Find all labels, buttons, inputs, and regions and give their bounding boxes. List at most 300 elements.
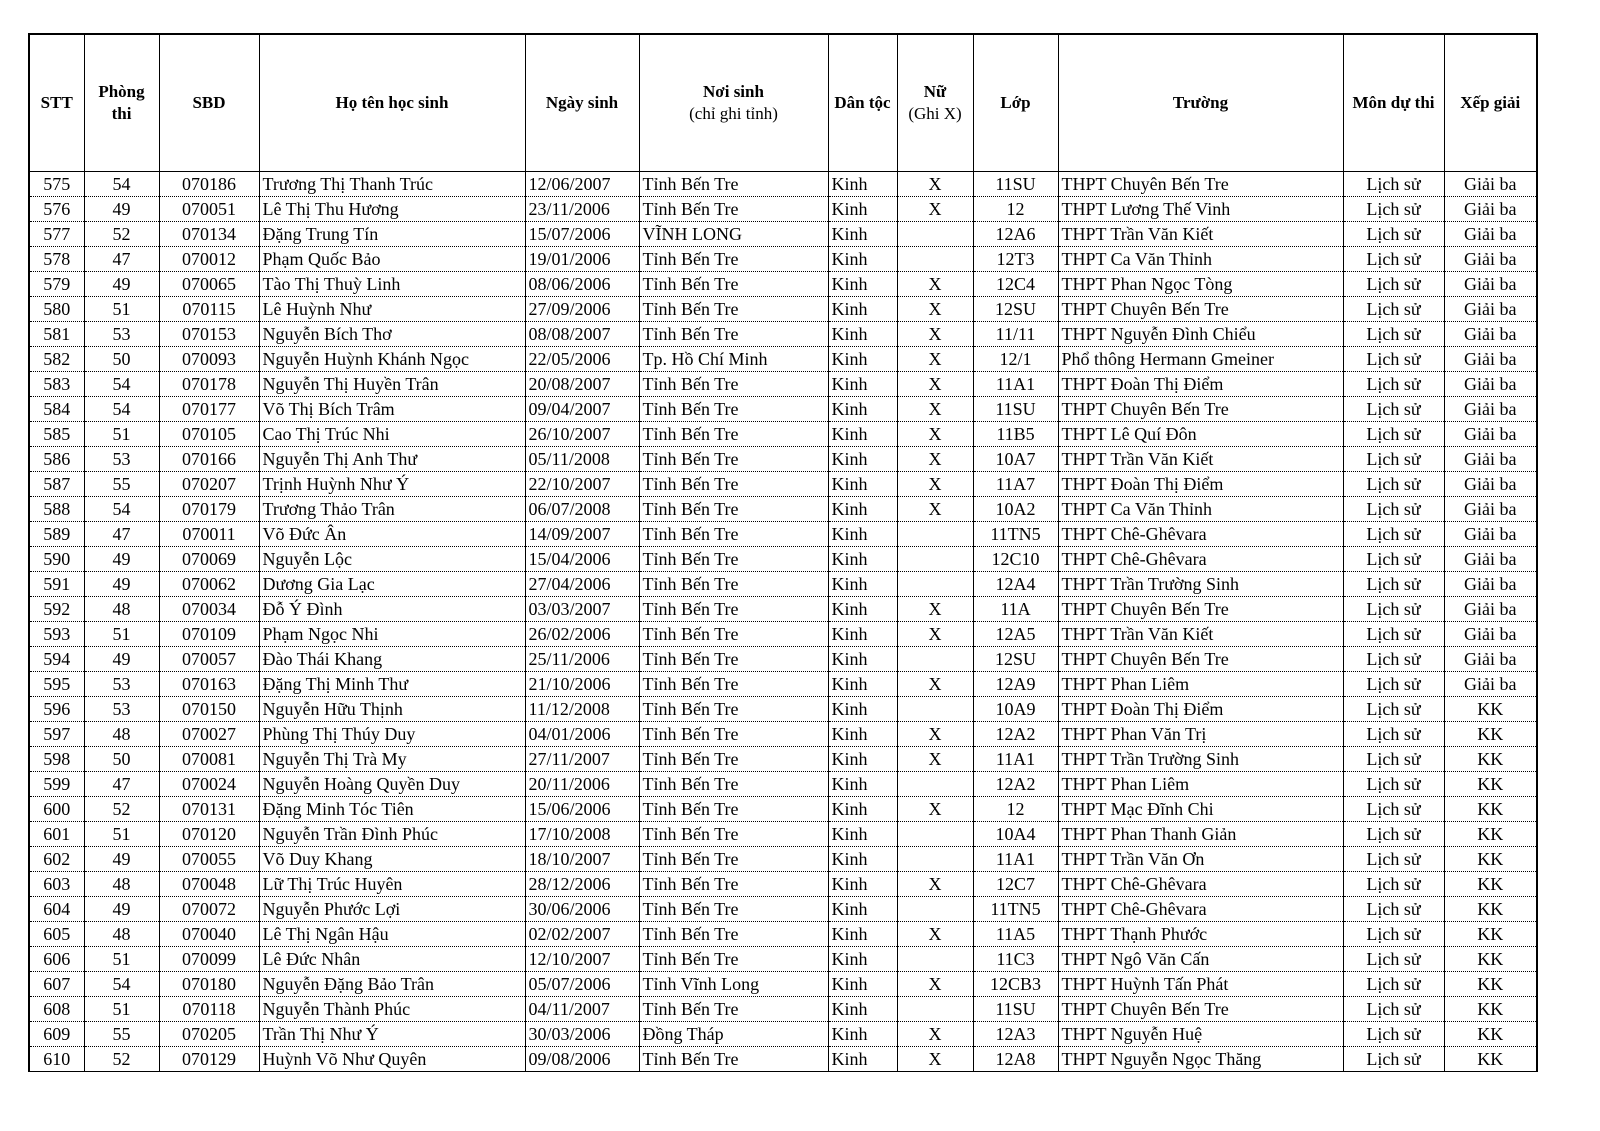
cell-school: THPT Phan Thanh Giản: [1058, 822, 1343, 847]
cell-exam-room: 47: [84, 522, 159, 547]
cell-award: KK: [1444, 872, 1537, 897]
cell-candidate-number: 070081: [159, 747, 259, 772]
cell-birth-date: 05/07/2006: [525, 972, 639, 997]
cell-subject: Lịch sử: [1343, 822, 1444, 847]
cell-class: 11A7: [973, 472, 1058, 497]
cell-birth-date: 22/05/2006: [525, 347, 639, 372]
cell-class: 12CB3: [973, 972, 1058, 997]
cell-stt: 609: [29, 1022, 84, 1047]
cell-award: Giải ba: [1444, 497, 1537, 522]
cell-student-name: Nguyễn Hữu Thịnh: [259, 697, 525, 722]
cell-class: 12A3: [973, 1022, 1058, 1047]
table-row: [29, 772, 1537, 797]
cell-birth-date: 27/09/2006: [525, 297, 639, 322]
cell-subject: Lịch sử: [1343, 847, 1444, 872]
cell-candidate-number: 070072: [159, 897, 259, 922]
cell-stt: 596: [29, 697, 84, 722]
cell-student-name: Nguyễn Thị Trà My: [259, 747, 525, 772]
cell-birth-date: 17/10/2008: [525, 822, 639, 847]
header-class: Lớp: [973, 34, 1058, 172]
cell-exam-room: 48: [84, 722, 159, 747]
cell-student-name: Nguyễn Trần Đình Phúc: [259, 822, 525, 847]
cell-birth-date: 30/03/2006: [525, 1022, 639, 1047]
cell-exam-room: 54: [84, 372, 159, 397]
cell-student-name: Võ Thị Bích Trâm: [259, 397, 525, 422]
table-body: [29, 172, 1537, 1072]
header-candidate-number: SBD: [159, 34, 259, 172]
cell-candidate-number: 070118: [159, 997, 259, 1022]
cell-student-name: Trương Thảo Trân: [259, 497, 525, 522]
cell-stt: 594: [29, 647, 84, 672]
table-row: [29, 222, 1537, 247]
cell-birth-date: 20/08/2007: [525, 372, 639, 397]
table-row: [29, 722, 1537, 747]
cell-female: [897, 522, 973, 547]
cell-birth-date: 09/04/2007: [525, 397, 639, 422]
table-row: [29, 547, 1537, 572]
table-row: [29, 747, 1537, 772]
cell-stt: 608: [29, 997, 84, 1022]
cell-award: KK: [1444, 947, 1537, 972]
table-row: [29, 797, 1537, 822]
cell-female: X: [897, 722, 973, 747]
cell-class: 10A4: [973, 822, 1058, 847]
cell-school: THPT Trần Văn Ơn: [1058, 847, 1343, 872]
cell-subject: Lịch sử: [1343, 697, 1444, 722]
table-row: [29, 897, 1537, 922]
cell-student-name: Nguyễn Bích Thơ: [259, 322, 525, 347]
cell-subject: Lịch sử: [1343, 247, 1444, 272]
cell-birth-date: 04/01/2006: [525, 722, 639, 747]
cell-birth-date: 12/10/2007: [525, 947, 639, 972]
table-row: [29, 847, 1537, 872]
cell-birth-place: Tỉnh Bến Tre: [639, 747, 828, 772]
cell-subject: Lịch sử: [1343, 572, 1444, 597]
cell-school: THPT Phan Ngọc Tòng: [1058, 272, 1343, 297]
cell-female: X: [897, 197, 973, 222]
cell-award: Giải ba: [1444, 247, 1537, 272]
cell-birth-place: Tp. Hồ Chí Minh: [639, 347, 828, 372]
table-row: [29, 272, 1537, 297]
cell-award: Giải ba: [1444, 322, 1537, 347]
table-row: [29, 447, 1537, 472]
cell-award: KK: [1444, 797, 1537, 822]
cell-birth-date: 12/06/2007: [525, 172, 639, 197]
cell-female: X: [897, 1022, 973, 1047]
cell-subject: Lịch sử: [1343, 322, 1444, 347]
cell-subject: Lịch sử: [1343, 372, 1444, 397]
header-student-name: Họ tên học sinh: [259, 34, 525, 172]
cell-award: Giải ba: [1444, 447, 1537, 472]
cell-ethnicity: Kinh: [828, 972, 897, 997]
cell-award: KK: [1444, 722, 1537, 747]
cell-student-name: Nguyễn Hoàng Quyền Duy: [259, 772, 525, 797]
cell-exam-room: 50: [84, 747, 159, 772]
cell-exam-room: 51: [84, 297, 159, 322]
cell-birth-place: Tỉnh Vĩnh Long: [639, 972, 828, 997]
cell-class: 11SU: [973, 997, 1058, 1022]
cell-female: [897, 847, 973, 872]
cell-award: KK: [1444, 1047, 1537, 1072]
cell-award: Giải ba: [1444, 397, 1537, 422]
cell-class: 11TN5: [973, 897, 1058, 922]
cell-birth-place: Tỉnh Bến Tre: [639, 772, 828, 797]
cell-class: 12A9: [973, 672, 1058, 697]
cell-ethnicity: Kinh: [828, 597, 897, 622]
cell-female: X: [897, 747, 973, 772]
cell-ethnicity: Kinh: [828, 872, 897, 897]
cell-award: Giải ba: [1444, 672, 1537, 697]
cell-female: X: [897, 347, 973, 372]
cell-student-name: Đặng Minh Tóc Tiên: [259, 797, 525, 822]
table-row: [29, 697, 1537, 722]
cell-award: Giải ba: [1444, 622, 1537, 647]
cell-birth-date: 02/02/2007: [525, 922, 639, 947]
cell-exam-room: 50: [84, 347, 159, 372]
cell-female: [897, 247, 973, 272]
cell-stt: 580: [29, 297, 84, 322]
header-female-note: (Ghi X): [908, 104, 962, 123]
table-row: [29, 522, 1537, 547]
cell-exam-room: 53: [84, 697, 159, 722]
cell-birth-date: 15/07/2006: [525, 222, 639, 247]
cell-subject: Lịch sử: [1343, 972, 1444, 997]
cell-school: THPT Thạnh Phước: [1058, 922, 1343, 947]
cell-class: 11TN5: [973, 522, 1058, 547]
cell-award: Giải ba: [1444, 472, 1537, 497]
cell-subject: Lịch sử: [1343, 397, 1444, 422]
cell-student-name: Võ Duy Khang: [259, 847, 525, 872]
cell-birth-place: Tỉnh Bến Tre: [639, 847, 828, 872]
cell-exam-room: 53: [84, 672, 159, 697]
cell-exam-room: 54: [84, 172, 159, 197]
cell-birth-date: 15/06/2006: [525, 797, 639, 822]
cell-birth-place: Tỉnh Bến Tre: [639, 722, 828, 747]
cell-female: X: [897, 922, 973, 947]
cell-award: KK: [1444, 847, 1537, 872]
cell-female: X: [897, 272, 973, 297]
cell-candidate-number: 070034: [159, 597, 259, 622]
cell-class: 12: [973, 197, 1058, 222]
cell-birth-place: Tỉnh Bến Tre: [639, 397, 828, 422]
header-ethnicity: Dân tộc: [828, 34, 897, 172]
cell-student-name: Trương Thị Thanh Trúc: [259, 172, 525, 197]
cell-birth-place: Tỉnh Bến Tre: [639, 197, 828, 222]
cell-school: THPT Chê-Ghêvara: [1058, 522, 1343, 547]
cell-birth-date: 23/11/2006: [525, 197, 639, 222]
cell-subject: Lịch sử: [1343, 672, 1444, 697]
cell-award: Giải ba: [1444, 572, 1537, 597]
cell-class: 11B5: [973, 422, 1058, 447]
cell-candidate-number: 070055: [159, 847, 259, 872]
cell-ethnicity: Kinh: [828, 622, 897, 647]
cell-stt: 600: [29, 797, 84, 822]
cell-female: X: [897, 622, 973, 647]
cell-exam-room: 49: [84, 197, 159, 222]
cell-student-name: Nguyễn Huỳnh Khánh Ngọc: [259, 347, 525, 372]
cell-exam-room: 52: [84, 222, 159, 247]
cell-stt: 597: [29, 722, 84, 747]
cell-stt: 588: [29, 497, 84, 522]
cell-stt: 602: [29, 847, 84, 872]
cell-birth-place: Tỉnh Bến Tre: [639, 622, 828, 647]
table-row: [29, 672, 1537, 697]
cell-exam-room: 52: [84, 797, 159, 822]
header-birth-date: Ngày sinh: [525, 34, 639, 172]
cell-birth-date: 27/04/2006: [525, 572, 639, 597]
cell-award: KK: [1444, 1022, 1537, 1047]
cell-female: X: [897, 322, 973, 347]
cell-female: X: [897, 422, 973, 447]
cell-birth-date: 11/12/2008: [525, 697, 639, 722]
cell-female: X: [897, 872, 973, 897]
cell-birth-place: Tỉnh Bến Tre: [639, 572, 828, 597]
cell-subject: Lịch sử: [1343, 897, 1444, 922]
cell-female: X: [897, 172, 973, 197]
table-row: [29, 397, 1537, 422]
cell-award: Giải ba: [1444, 197, 1537, 222]
cell-female: X: [897, 672, 973, 697]
cell-award: Giải ba: [1444, 222, 1537, 247]
cell-school: THPT Trần Văn Kiết: [1058, 622, 1343, 647]
cell-class: 11A: [973, 597, 1058, 622]
cell-birth-place: Tỉnh Bến Tre: [639, 947, 828, 972]
cell-female: [897, 897, 973, 922]
cell-birth-date: 25/11/2006: [525, 647, 639, 672]
cell-exam-room: 49: [84, 272, 159, 297]
cell-female: X: [897, 447, 973, 472]
cell-student-name: Tào Thị Thuỳ Linh: [259, 272, 525, 297]
cell-school: THPT Đoàn Thị Điểm: [1058, 372, 1343, 397]
cell-candidate-number: 070186: [159, 172, 259, 197]
cell-exam-room: 53: [84, 447, 159, 472]
cell-exam-room: 51: [84, 622, 159, 647]
cell-stt: 581: [29, 322, 84, 347]
cell-class: 12SU: [973, 647, 1058, 672]
cell-candidate-number: 070120: [159, 822, 259, 847]
cell-candidate-number: 070109: [159, 622, 259, 647]
cell-stt: 576: [29, 197, 84, 222]
cell-candidate-number: 070166: [159, 447, 259, 472]
cell-award: Giải ba: [1444, 172, 1537, 197]
cell-ethnicity: Kinh: [828, 472, 897, 497]
cell-female: X: [897, 397, 973, 422]
cell-exam-room: 51: [84, 422, 159, 447]
header-stt: STT: [29, 34, 84, 172]
cell-ethnicity: Kinh: [828, 522, 897, 547]
cell-school: THPT Nguyễn Đình Chiểu: [1058, 322, 1343, 347]
table-row: [29, 997, 1537, 1022]
cell-exam-room: 48: [84, 922, 159, 947]
cell-subject: Lịch sử: [1343, 272, 1444, 297]
cell-candidate-number: 070179: [159, 497, 259, 522]
header-subject: Môn dự thi: [1343, 34, 1444, 172]
cell-school: THPT Ngô Văn Cấn: [1058, 947, 1343, 972]
header-female-title: Nữ: [923, 82, 947, 101]
cell-candidate-number: 070178: [159, 372, 259, 397]
cell-birth-date: 22/10/2007: [525, 472, 639, 497]
cell-student-name: Đào Thái Khang: [259, 647, 525, 672]
cell-award: KK: [1444, 697, 1537, 722]
cell-stt: 587: [29, 472, 84, 497]
cell-ethnicity: Kinh: [828, 672, 897, 697]
cell-exam-room: 52: [84, 1047, 159, 1072]
cell-birth-place: Tỉnh Bến Tre: [639, 172, 828, 197]
cell-exam-room: 55: [84, 1022, 159, 1047]
cell-birth-date: 08/06/2006: [525, 272, 639, 297]
cell-stt: 578: [29, 247, 84, 272]
cell-candidate-number: 070011: [159, 522, 259, 547]
cell-ethnicity: Kinh: [828, 1047, 897, 1072]
table-row: [29, 872, 1537, 897]
cell-ethnicity: Kinh: [828, 922, 897, 947]
cell-award: KK: [1444, 922, 1537, 947]
cell-ethnicity: Kinh: [828, 1022, 897, 1047]
cell-ethnicity: Kinh: [828, 372, 897, 397]
cell-award: KK: [1444, 822, 1537, 847]
cell-birth-date: 18/10/2007: [525, 847, 639, 872]
cell-exam-room: 49: [84, 547, 159, 572]
cell-birth-date: 05/11/2008: [525, 447, 639, 472]
cell-birth-place: Tỉnh Bến Tre: [639, 797, 828, 822]
cell-school: THPT Lương Thế Vinh: [1058, 197, 1343, 222]
cell-ethnicity: Kinh: [828, 247, 897, 272]
cell-school: THPT Chê-Ghêvara: [1058, 872, 1343, 897]
cell-candidate-number: 070115: [159, 297, 259, 322]
header-award: Xếp giải: [1444, 34, 1537, 172]
cell-exam-room: 51: [84, 947, 159, 972]
cell-school: THPT Chê-Ghêvara: [1058, 897, 1343, 922]
cell-school: THPT Nguyễn Huệ: [1058, 1022, 1343, 1047]
header-exam-room: Phòng thi: [84, 34, 159, 172]
cell-school: THPT Lê Quí Đôn: [1058, 422, 1343, 447]
table-row: [29, 322, 1537, 347]
cell-student-name: Đặng Thị Minh Thư: [259, 672, 525, 697]
cell-ethnicity: Kinh: [828, 447, 897, 472]
cell-subject: Lịch sử: [1343, 522, 1444, 547]
cell-exam-room: 48: [84, 597, 159, 622]
cell-subject: Lịch sử: [1343, 597, 1444, 622]
cell-class: 12C4: [973, 272, 1058, 297]
cell-ethnicity: Kinh: [828, 297, 897, 322]
cell-subject: Lịch sử: [1343, 172, 1444, 197]
cell-birth-place: Tỉnh Bến Tre: [639, 997, 828, 1022]
cell-class: 12/1: [973, 347, 1058, 372]
table-row: [29, 347, 1537, 372]
cell-student-name: Phùng Thị Thúy Duy: [259, 722, 525, 747]
cell-ethnicity: Kinh: [828, 997, 897, 1022]
cell-birth-place: Đồng Tháp: [639, 1022, 828, 1047]
cell-female: X: [897, 497, 973, 522]
cell-ethnicity: Kinh: [828, 772, 897, 797]
cell-stt: 579: [29, 272, 84, 297]
cell-candidate-number: 070150: [159, 697, 259, 722]
cell-school: THPT Phan Liêm: [1058, 772, 1343, 797]
cell-student-name: Võ Đức Ân: [259, 522, 525, 547]
cell-ethnicity: Kinh: [828, 947, 897, 972]
header-female: [897, 34, 973, 172]
cell-school: Phổ thông Hermann Gmeiner: [1058, 347, 1343, 372]
cell-birth-date: 19/01/2006: [525, 247, 639, 272]
cell-birth-date: 03/03/2007: [525, 597, 639, 622]
cell-ethnicity: Kinh: [828, 397, 897, 422]
cell-stt: 601: [29, 822, 84, 847]
cell-student-name: Trần Thị Như Ý: [259, 1022, 525, 1047]
cell-class: 10A7: [973, 447, 1058, 472]
cell-stt: 610: [29, 1047, 84, 1072]
cell-class: 11A1: [973, 747, 1058, 772]
cell-subject: Lịch sử: [1343, 497, 1444, 522]
cell-birth-date: 09/08/2006: [525, 1047, 639, 1072]
cell-student-name: Lê Thị Ngân Hậu: [259, 922, 525, 947]
cell-candidate-number: 070093: [159, 347, 259, 372]
cell-stt: 586: [29, 447, 84, 472]
cell-birth-place: Tỉnh Bến Tre: [639, 447, 828, 472]
cell-female: X: [897, 1047, 973, 1072]
cell-female: X: [897, 372, 973, 397]
cell-class: 10A9: [973, 697, 1058, 722]
cell-candidate-number: 070099: [159, 947, 259, 972]
cell-candidate-number: 070180: [159, 972, 259, 997]
cell-stt: 595: [29, 672, 84, 697]
cell-award: Giải ba: [1444, 422, 1537, 447]
cell-exam-room: 49: [84, 847, 159, 872]
cell-award: Giải ba: [1444, 372, 1537, 397]
cell-class: 12A6: [973, 222, 1058, 247]
cell-class: 11A1: [973, 372, 1058, 397]
cell-student-name: Phạm Ngọc Nhi: [259, 622, 525, 647]
cell-school: THPT Nguyễn Ngọc Thăng: [1058, 1047, 1343, 1072]
cell-exam-room: 47: [84, 772, 159, 797]
cell-class: 11A5: [973, 922, 1058, 947]
cell-birth-date: 30/06/2006: [525, 897, 639, 922]
cell-award: KK: [1444, 772, 1537, 797]
cell-birth-place: Tỉnh Bến Tre: [639, 322, 828, 347]
cell-birth-date: 20/11/2006: [525, 772, 639, 797]
cell-subject: Lịch sử: [1343, 422, 1444, 447]
cell-stt: 584: [29, 397, 84, 422]
table-row: [29, 472, 1537, 497]
cell-female: [897, 697, 973, 722]
cell-candidate-number: 070065: [159, 272, 259, 297]
cell-student-name: Lê Thị Thu Hương: [259, 197, 525, 222]
cell-subject: Lịch sử: [1343, 222, 1444, 247]
cell-exam-room: 54: [84, 397, 159, 422]
cell-student-name: Nguyễn Phước Lợi: [259, 897, 525, 922]
cell-female: [897, 772, 973, 797]
cell-school: THPT Trần Trường Sinh: [1058, 572, 1343, 597]
cell-birth-place: Tỉnh Bến Tre: [639, 872, 828, 897]
cell-birth-place: Tỉnh Bến Tre: [639, 1047, 828, 1072]
cell-candidate-number: 070207: [159, 472, 259, 497]
cell-exam-room: 49: [84, 897, 159, 922]
cell-ethnicity: Kinh: [828, 322, 897, 347]
cell-student-name: Lữ Thị Trúc Huyên: [259, 872, 525, 897]
cell-subject: Lịch sử: [1343, 947, 1444, 972]
cell-birth-place: Tỉnh Bến Tre: [639, 672, 828, 697]
cell-ethnicity: Kinh: [828, 797, 897, 822]
cell-candidate-number: 070051: [159, 197, 259, 222]
cell-award: Giải ba: [1444, 597, 1537, 622]
cell-female: X: [897, 297, 973, 322]
cell-stt: 599: [29, 772, 84, 797]
cell-female: [897, 997, 973, 1022]
cell-ethnicity: Kinh: [828, 497, 897, 522]
cell-candidate-number: 070131: [159, 797, 259, 822]
cell-student-name: Nguyễn Thị Huyền Trân: [259, 372, 525, 397]
cell-school: THPT Đoàn Thị Điểm: [1058, 472, 1343, 497]
cell-stt: 590: [29, 547, 84, 572]
